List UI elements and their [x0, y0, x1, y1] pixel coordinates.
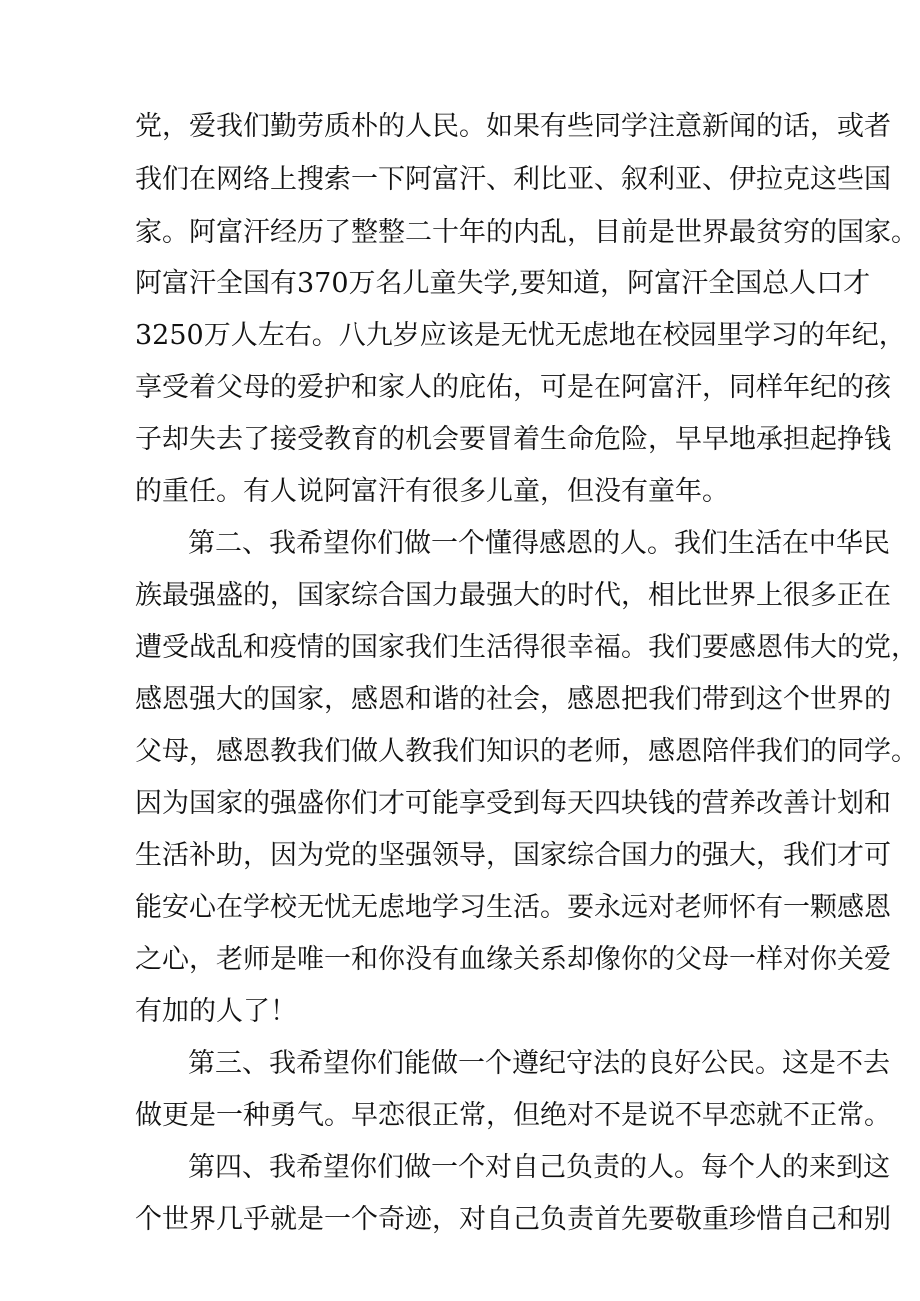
text-line-16: 能安心在学校无忧无虑地学习生活。要永远对老师怀有一颗感恩 — [135, 892, 891, 923]
text-line-20: 做更是一种勇气。早恋很正常，但绝对不是说不早恋就不正常。 — [135, 1100, 891, 1131]
paragraph-4-first-line: 第四、我希望你们做一个对自己负责的人。每个人的来到这 — [188, 1152, 890, 1183]
text-line-8: 的重任。有人说阿富汗有很多儿童，但没有童年。 — [135, 476, 729, 507]
text-line-2: 我们在网络上搜索一下阿富汗、利比亚、叙利亚、伊拉克这些国 — [135, 164, 891, 195]
text-line-6: 享受着父母的爱护和家人的庇佑，可是在阿富汗，同样年纪的孩 — [135, 372, 891, 403]
text-line-22: 个世界几乎就是一个奇迹，对自己负责首先要敬重珍惜自己和别 — [135, 1204, 891, 1235]
text-line-10: 族最强盛的，国家综合国力最强大的时代，相比世界上很多正在 — [135, 580, 891, 611]
text-line-5: 3250万人左右。八九岁应该是无忧无虑地在校园里学习的年纪， — [135, 320, 906, 351]
text-line-3: 家。阿富汗经历了整整二十年的内乱，目前是世界最贫穷的国家。 — [135, 217, 918, 248]
text-line-7: 子却失去了接受教育的机会要冒着生命危险，早早地承担起挣钱 — [135, 424, 891, 455]
text-line-1: 党，爱我们勤劳质朴的人民。如果有些同学注意新闻的话，或者 — [135, 111, 891, 142]
text-line-4: 阿富汗全国有370万名儿童失学,要知道，阿富汗全国总人口才 — [135, 268, 871, 299]
text-line-11: 遭受战乱和疫情的国家我们生活得很幸福。我们要感恩伟大的党， — [135, 632, 918, 663]
text-line-15: 生活补助，因为党的坚强领导，国家综合国力的强大，我们才可 — [135, 840, 891, 871]
paragraph-2-first-line: 第二、我希望你们做一个懂得感恩的人。我们生活在中华民 — [188, 528, 890, 559]
text-line-18: 有加的人了！ — [135, 996, 297, 1027]
text-line-14: 因为国家的强盛你们才可能享受到每天四块钱的营养改善计划和 — [135, 788, 891, 819]
text-line-12: 感恩强大的国家，感恩和谐的社会，感恩把我们带到这个世界的 — [135, 684, 891, 715]
paragraph-3-first-line: 第三、我希望你们能做一个遵纪守法的良好公民。这是不去 — [188, 1048, 890, 1079]
text-line-13: 父母，感恩教我们做人教我们知识的老师，感恩陪伴我们的同学。 — [135, 736, 918, 767]
text-line-17: 之心，老师是唯一和你没有血缘关系却像你的父母一样对你关爱 — [135, 944, 891, 975]
